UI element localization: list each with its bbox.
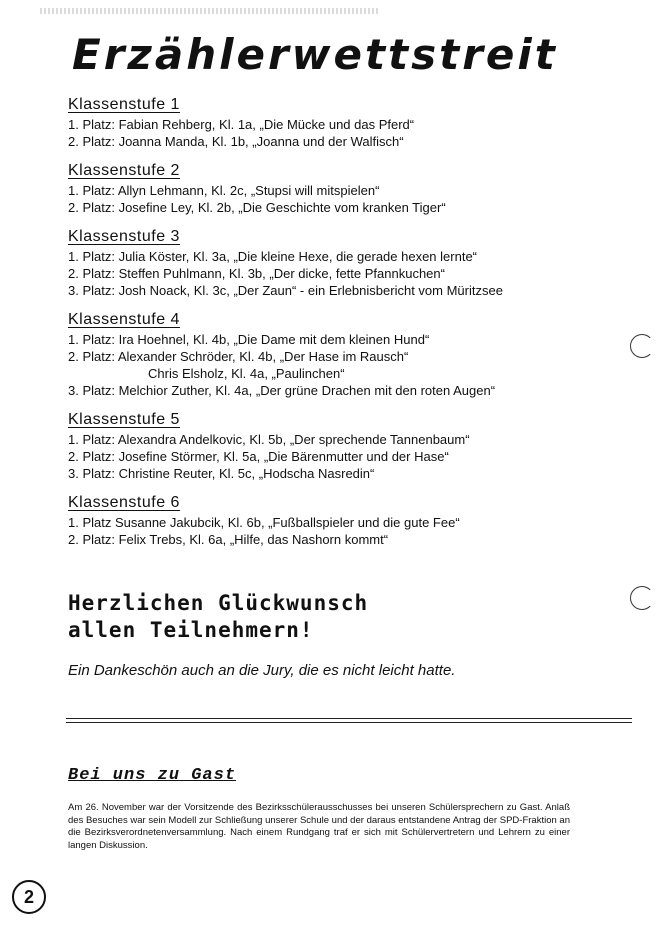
section-heading: Klassenstufe 1 — [68, 96, 180, 113]
congrats-line-1: Herzlichen Glückwunsch — [68, 591, 369, 615]
jury-thanks: Ein Dankeschön auch an die Jury, die es nicht leicht hatte. — [68, 662, 456, 679]
section-klassenstufe-6 — [68, 494, 628, 548]
section-klassenstufe-4 — [68, 311, 628, 399]
result-entry: 2. Platz: Steffen Puhlmann, Kl. 3b, „Der dicke, fette Pfannkuchen“ — [68, 266, 445, 281]
result-entry: 2. Platz: Alexander Schröder, Kl. 4b, „Der Hase im Rausch“ — [68, 349, 409, 364]
result-entry: 1. Platz: Fabian Rehberg, Kl. 1a, „Die Mücke und das Pferd“ — [68, 117, 415, 132]
section-heading: Klassenstufe 3 — [68, 228, 180, 245]
article-heading: Bei uns zu Gast — [68, 766, 237, 785]
result-entry: 1. Platz: Ira Hoehnel, Kl. 4b, „Die Dame mit dem kleinen Hund“ — [68, 332, 430, 347]
result-entry: 1. Platz Susanne Jakubcik, Kl. 6b, „Fußballspieler und die gute Fee“ — [68, 515, 460, 530]
scan-artifact — [40, 8, 380, 14]
result-entry: 2. Platz: Felix Trebs, Kl. 6a, „Hilfe, das Nashorn kommt“ — [68, 532, 389, 547]
results-list — [68, 96, 628, 560]
result-entry: 1. Platz: Julia Köster, Kl. 3a, „Die kleine Hexe, die gerade hexen lernte“ — [68, 249, 477, 264]
section-heading: Klassenstufe 4 — [68, 311, 180, 328]
punch-hole-icon — [630, 586, 654, 610]
article-body: Am 26. November war der Vorsitzende des Bezirksschülerausschusses bei unseren Schülersprechern zu Gast. Anlaß des Besuches war sein Modell zur Schließung unserer Schule und der daraus entstandene Antrag der SPD-Fraktion an die Bezirksverordnetenversammlung. Nach einem Rundgang traf er sich mit Schülervertretern und Lehrern zu einer langen Diskussion. — [68, 802, 570, 851]
result-entry: 2. Platz: Josefine Ley, Kl. 2b, „Die Geschichte vom kranken Tiger“ — [68, 200, 446, 215]
congratulations-heading — [68, 590, 368, 644]
section-klassenstufe-3 — [68, 228, 628, 299]
section-klassenstufe-5 — [68, 411, 628, 482]
section-heading: Klassenstufe 2 — [68, 162, 180, 179]
result-entry: 2. Platz: Joanna Manda, Kl. 1b, „Joanna und der Walfisch“ — [68, 134, 404, 149]
congrats-line-2: allen Teilnehmern! — [68, 618, 314, 642]
section-heading: Klassenstufe 6 — [68, 494, 180, 511]
section-klassenstufe-2 — [68, 162, 628, 216]
result-entry: 1. Platz: Alexandra Andelkovic, Kl. 5b, „Der sprechende Tannenbaum“ — [68, 432, 470, 447]
result-entry: 1. Platz: Allyn Lehmann, Kl. 2c, „Stupsi will mitspielen“ — [68, 183, 380, 198]
punch-hole-icon — [630, 334, 654, 358]
result-entry: 3. Platz: Christine Reuter, Kl. 5c, „Hodscha Nasredin“ — [68, 466, 375, 481]
divider-line — [66, 718, 632, 719]
page-number: 2 — [12, 880, 46, 914]
divider-line — [66, 722, 632, 723]
result-entry: 3. Platz: Melchior Zuther, Kl. 4a, „Der grüne Drachen mit den roten Augen“ — [68, 383, 496, 398]
result-entry: Chris Elsholz, Kl. 4a, „Paulinchen“ — [148, 366, 345, 381]
result-entry: 3. Platz: Josh Noack, Kl. 3c, „Der Zaun“ - ein Erlebnisbericht vom Müritzsee — [68, 283, 503, 298]
section-heading: Klassenstufe 5 — [68, 411, 180, 428]
section-klassenstufe-1 — [68, 96, 628, 150]
page-title: Erzählerwettstreit — [72, 30, 558, 79]
result-entry: 2. Platz: Josefine Störmer, Kl. 5a, „Die Bärenmutter und der Hase“ — [68, 449, 449, 464]
